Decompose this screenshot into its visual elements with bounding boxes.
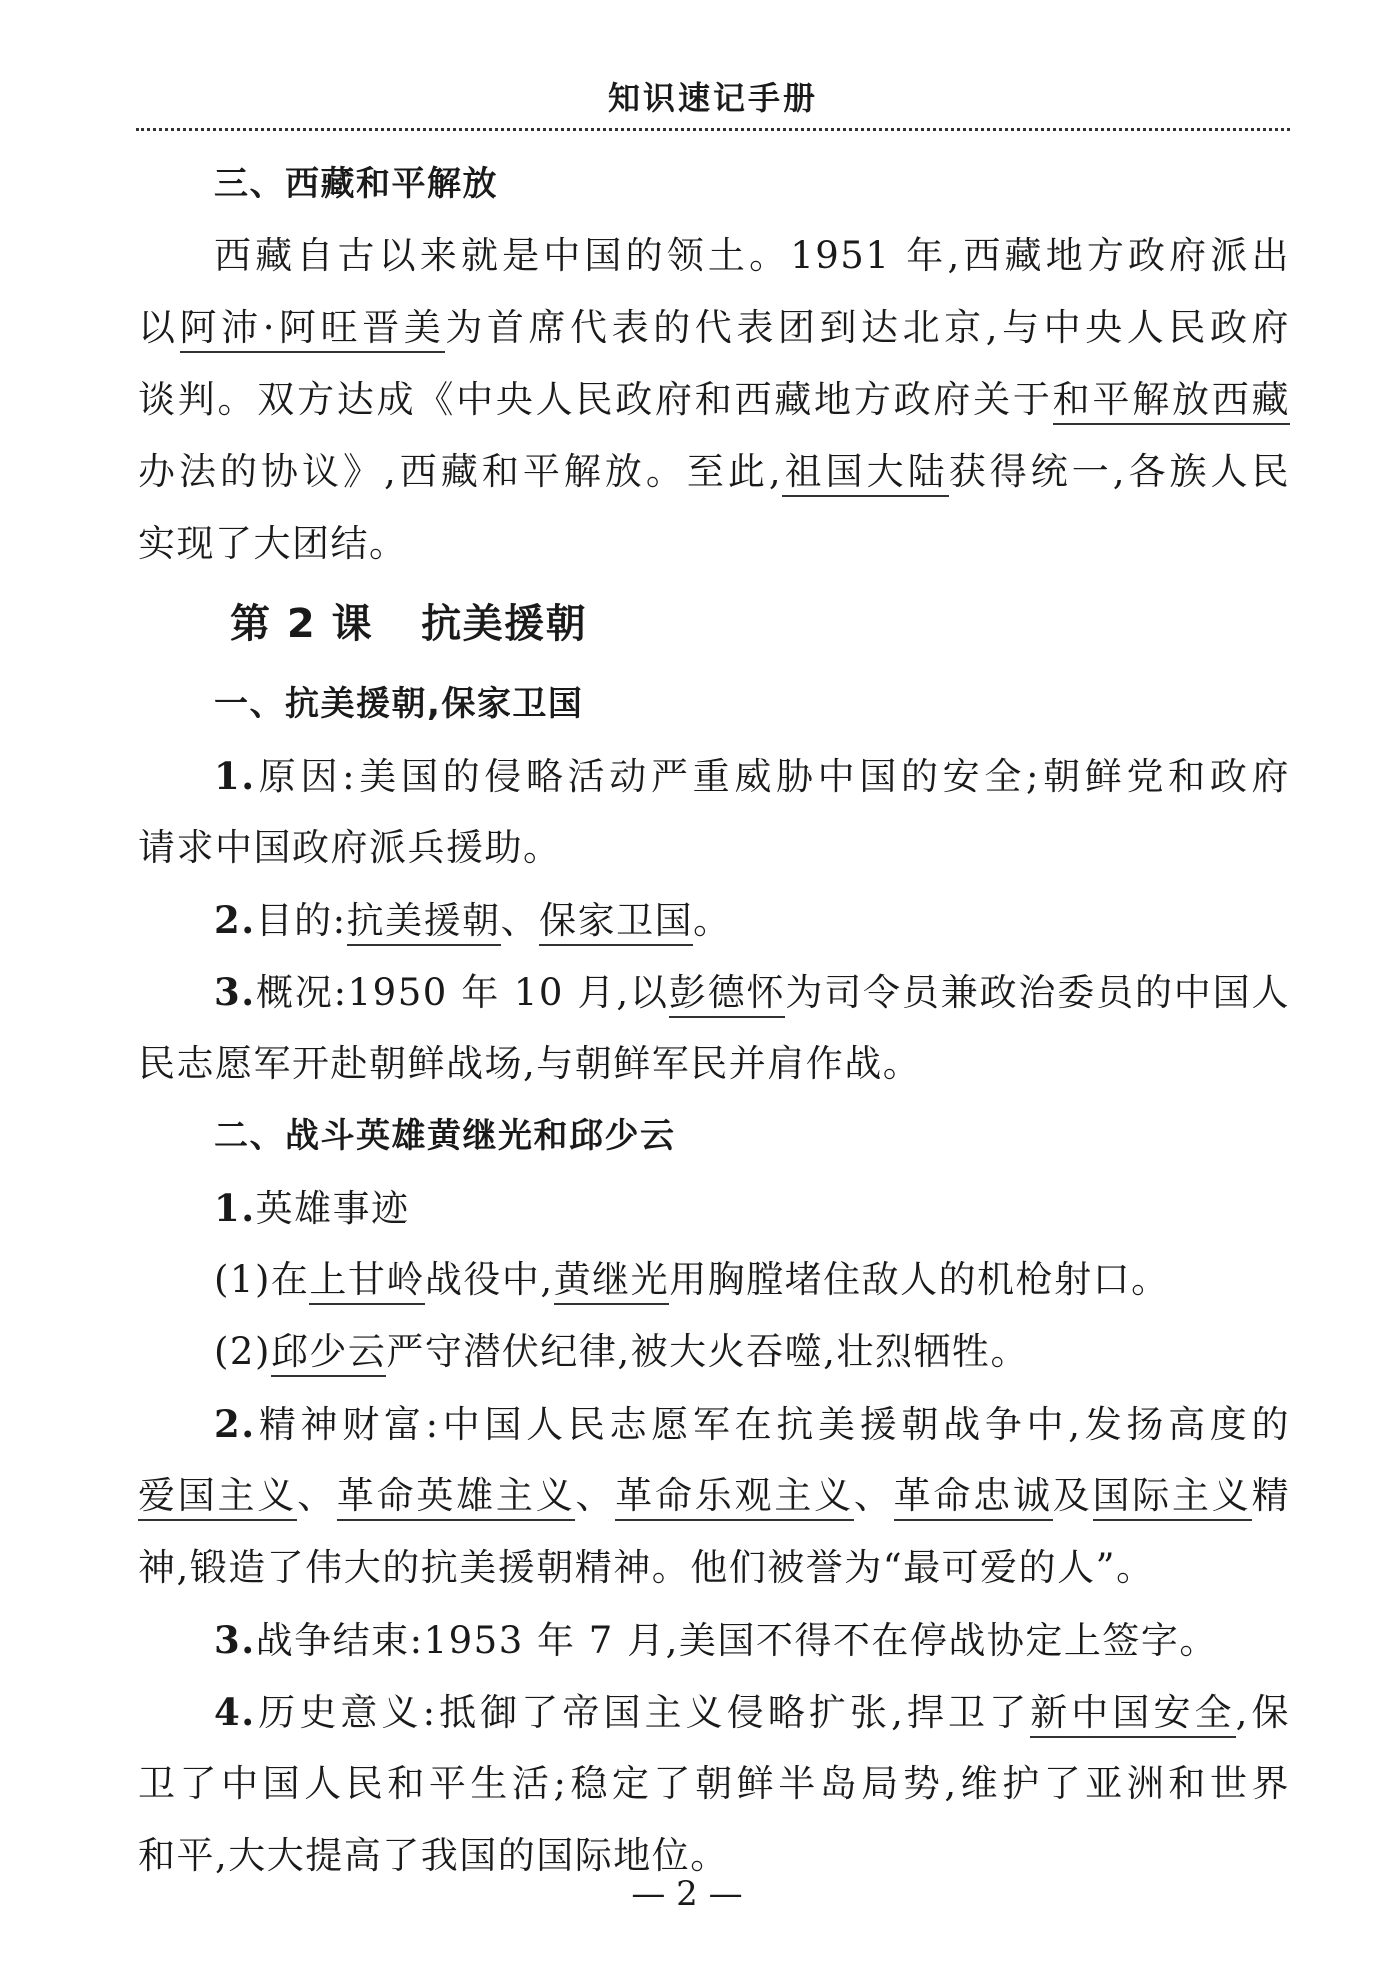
key-term: 革命乐观主义: [615, 1474, 854, 1521]
key-term: 阿沛·阿旺晋美: [180, 306, 446, 353]
paragraph-line: [138, 740, 1290, 812]
key-term: 爱国主义: [138, 1474, 297, 1521]
key-term: 上甘岭: [309, 1258, 425, 1305]
item-number: 4.: [214, 1690, 256, 1734]
text: 卫了中国人民和平生活;稳定了朝鲜半岛局势,维护了亚洲和世界: [138, 1762, 1290, 1805]
item-number: 2.: [214, 1402, 256, 1446]
key-term: 和平解放西藏: [1053, 378, 1290, 425]
key-term: 祖国大陆: [782, 450, 949, 497]
text: 原因:美国的侵略活动严重威胁中国的安全;朝鲜党和政府: [255, 755, 1290, 798]
paragraph-line: [138, 1748, 1290, 1820]
key-term: 黄继光: [554, 1258, 670, 1305]
key-term: 保家卫国: [539, 899, 693, 946]
section-heading-1: 一、抗美援朝,保家卫国: [214, 684, 584, 724]
lesson-name: 抗美援朝: [421, 601, 588, 647]
text: 概况:1950 年 10 月,以: [255, 971, 669, 1014]
text: 历史意义:抵御了帝国主义侵略扩张,捍卫了: [255, 1691, 1031, 1734]
text: 请求中国政府派兵援助。: [138, 826, 562, 869]
key-term: 新中国安全: [1030, 1691, 1235, 1738]
paragraph-line: [138, 1172, 1290, 1244]
paragraph-line: [138, 1388, 1290, 1460]
key-term: 革命忠诚: [894, 1474, 1053, 1521]
text: 以: [138, 306, 180, 349]
text: (1)在: [214, 1258, 310, 1301]
text: 为司令员兼政治委员的中国人: [785, 971, 1290, 1014]
text: 民志愿军开赴朝鲜战场,与朝鲜军民并肩作战。: [138, 1042, 922, 1085]
key-term: 邱少云: [271, 1330, 387, 1377]
item-number: 3.: [214, 1618, 256, 1662]
text: 西藏自古以来就是中国的领土。1951 年,西藏地方政府派出: [214, 234, 1290, 277]
text: 。: [693, 899, 732, 942]
item-number: 1.: [214, 754, 256, 798]
page-content: [138, 148, 1290, 1892]
paragraph-line: [138, 1460, 1290, 1532]
key-term: 彭德怀: [669, 971, 786, 1018]
text: 严守潜伏纪律,被大火吞噬,壮烈牺牲。: [386, 1330, 1029, 1373]
key-term: 抗美援朝: [347, 899, 501, 946]
section-heading-tibet: 三、西藏和平解放: [214, 164, 498, 204]
paragraph-line: [138, 1028, 1290, 1100]
key-term: 国际主义: [1093, 1474, 1252, 1521]
text: 精: [1251, 1474, 1290, 1517]
text: 英雄事迹: [255, 1187, 410, 1230]
paragraph-line: [138, 1244, 1290, 1316]
page-number: — 2 —: [631, 1874, 743, 1914]
lesson-number: 第 2 课: [230, 601, 374, 647]
text: 获得统一,各族人民: [948, 450, 1290, 493]
text: 及: [1052, 1474, 1093, 1517]
paragraph-line: [138, 812, 1290, 884]
text: 为首席代表的代表团到达北京,与中央人民政府: [445, 306, 1290, 349]
text: 目的:: [255, 899, 347, 942]
paragraph-line: [138, 220, 1290, 292]
text: 用胸膛堵住敌人的机枪射口。: [669, 1258, 1170, 1301]
item-number: 1.: [214, 1186, 256, 1230]
text: (2): [214, 1330, 271, 1373]
paragraph-line: [138, 364, 1290, 436]
paragraph-line: [138, 1532, 1290, 1604]
header-divider: [136, 128, 1290, 131]
section-heading-2: 二、战斗英雄黄继光和邱少云: [214, 1116, 676, 1156]
text: 战役中,: [424, 1258, 554, 1301]
paragraph-line: [138, 884, 1290, 956]
key-term: 革命英雄主义: [337, 1474, 576, 1521]
text: 谈判。双方达成《中央人民政府和西藏地方政府关于: [138, 378, 1053, 421]
paragraph-line: [138, 292, 1290, 364]
running-header: 知识速记手册: [607, 79, 818, 117]
text: 、: [575, 1474, 616, 1517]
paragraph-line: [138, 1316, 1290, 1388]
paragraph-line: [138, 436, 1290, 508]
text: 实现了大团结。: [138, 522, 408, 565]
text: 战争结束:1953 年 7 月,美国不得不在停战协定上签字。: [255, 1619, 1218, 1662]
paragraph-line: [138, 956, 1290, 1028]
text: 办法的协议》,西藏和平解放。至此,: [138, 450, 783, 493]
text: 精神财富:中国人民志愿军在抗美援朝战争中,发扬高度的: [255, 1403, 1290, 1446]
paragraph-line: [138, 508, 1290, 580]
text: 、: [853, 1474, 894, 1517]
item-number: 3.: [214, 970, 256, 1014]
text: 和平,大大提高了我国的国际地位。: [138, 1834, 729, 1877]
paragraph-line: [138, 1604, 1290, 1676]
paragraph-line: [138, 1676, 1290, 1748]
text: 、: [500, 899, 540, 942]
text: 、: [297, 1474, 337, 1517]
lesson-title: [138, 580, 1290, 668]
item-number: 2.: [214, 898, 256, 942]
text: 神,锻造了伟大的抗美援朝精神。他们被誉为“最可爱的人”。: [138, 1546, 1155, 1589]
text: ,保: [1235, 1691, 1290, 1734]
